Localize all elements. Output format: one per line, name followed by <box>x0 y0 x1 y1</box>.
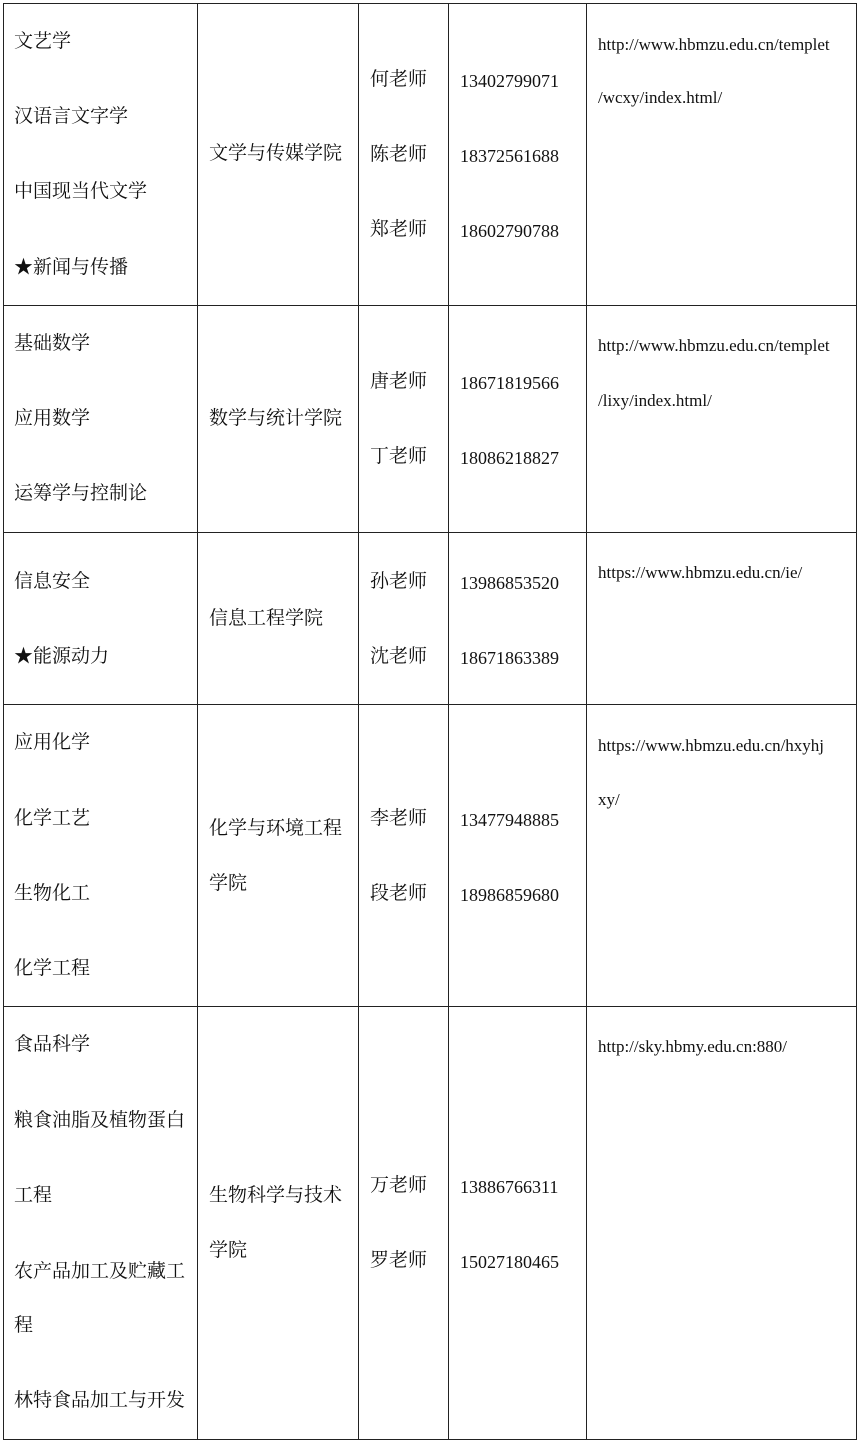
major-name: 化学工程 <box>14 957 91 979</box>
major-name: 粮食油脂及植物蛋白 <box>14 1109 186 1131</box>
phone-number: 13402799071 <box>460 71 559 91</box>
teacher-name: 沈老师 <box>370 645 428 667</box>
teacher-name: 丁老师 <box>370 445 428 467</box>
website-url[interactable]: http://www.hbmzu.edu.cn/templet <box>598 336 830 355</box>
phone-number: 18671819566 <box>460 373 559 393</box>
phone-number: 13986853520 <box>460 573 559 593</box>
table-border-top <box>3 3 857 4</box>
college-name: 化学与环境工程 <box>209 817 343 839</box>
phone-number: 13477948885 <box>460 810 559 830</box>
major-name: 农产品加工及贮藏工 <box>14 1260 186 1282</box>
major-name: 化学工艺 <box>14 807 91 829</box>
table-border-right <box>856 3 857 1440</box>
major-name: 程 <box>14 1314 34 1336</box>
phone-number: 18671863389 <box>460 648 559 668</box>
website-url[interactable]: http://www.hbmzu.edu.cn/templet <box>598 35 830 54</box>
phone-number: 18086218827 <box>460 448 559 468</box>
phone-number: 13886766311 <box>460 1177 559 1197</box>
major-name: 文艺学 <box>14 30 72 52</box>
phone-number: 18986859680 <box>460 885 559 905</box>
website-url[interactable]: /wcxy/index.html/ <box>598 88 723 107</box>
row-divider <box>3 704 857 705</box>
website-url[interactable]: xy/ <box>598 790 620 809</box>
teacher-name: 何老师 <box>370 68 428 90</box>
website-url[interactable]: https://www.hbmzu.edu.cn/hxyhj <box>598 736 825 755</box>
college-name: 生物科学与技术 <box>209 1184 343 1206</box>
teacher-name: 孙老师 <box>370 570 428 592</box>
major-name: 汉语言文字学 <box>14 105 129 127</box>
teacher-name: 郑老师 <box>370 218 428 240</box>
major-name: 中国现当代文学 <box>14 180 148 202</box>
teacher-name: 万老师 <box>370 1174 428 1196</box>
major-name: 林特食品加工与开发 <box>14 1389 186 1411</box>
column-divider <box>586 3 587 1440</box>
table-border-bottom <box>3 1439 857 1440</box>
teacher-name: 李老师 <box>370 807 428 829</box>
college-name: 学院 <box>209 1239 248 1261</box>
college-name: 文学与传媒学院 <box>209 142 343 164</box>
column-divider <box>358 3 359 1440</box>
major-name: 应用化学 <box>14 731 91 753</box>
major-name: 食品科学 <box>14 1033 91 1055</box>
phone-number: 18372561688 <box>460 146 559 166</box>
major-name: 工程 <box>14 1184 53 1206</box>
college-name: 信息工程学院 <box>209 607 324 629</box>
column-divider <box>448 3 449 1440</box>
phone-number: 15027180465 <box>460 1252 559 1272</box>
teacher-name: 唐老师 <box>370 370 428 392</box>
major-name: 生物化工 <box>14 882 91 904</box>
row-divider <box>3 305 857 306</box>
major-name: ★新闻与传播 <box>14 256 129 278</box>
row-divider <box>3 1006 857 1007</box>
website-url[interactable]: http://sky.hbmy.edu.cn:880/ <box>598 1037 788 1056</box>
major-name: 信息安全 <box>14 570 91 592</box>
teacher-name: 段老师 <box>370 882 428 904</box>
teacher-name: 陈老师 <box>370 143 428 165</box>
college-name: 学院 <box>209 872 248 894</box>
phone-number: 18602790788 <box>460 221 559 241</box>
major-name: ★能源动力 <box>14 645 110 667</box>
website-url[interactable]: /lixy/index.html/ <box>598 391 712 410</box>
major-name: 基础数学 <box>14 332 91 354</box>
college-name: 数学与统计学院 <box>209 407 343 429</box>
major-name: 运筹学与控制论 <box>14 482 148 504</box>
website-url[interactable]: https://www.hbmzu.edu.cn/ie/ <box>598 563 803 582</box>
column-divider <box>197 3 198 1440</box>
table-border-left <box>3 3 4 1440</box>
teacher-name: 罗老师 <box>370 1249 428 1271</box>
major-name: 应用数学 <box>14 407 91 429</box>
row-divider <box>3 532 857 533</box>
